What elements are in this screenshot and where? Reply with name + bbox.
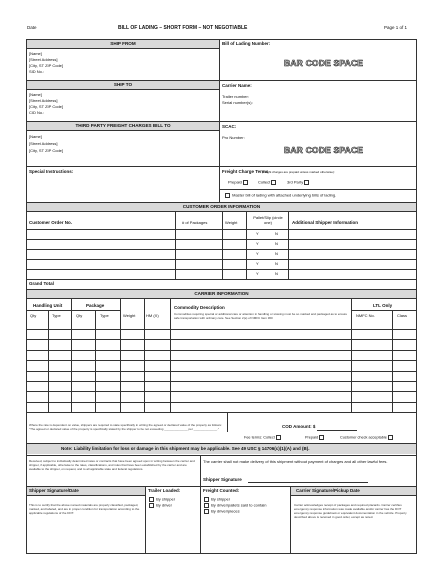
prepaid-checkbox[interactable]	[243, 180, 248, 185]
carrier-row-line	[26, 402, 417, 403]
cod-amount-field[interactable]	[317, 430, 357, 431]
customer-check-acceptable[interactable]: Customer check acceptable	[340, 435, 394, 440]
ship-from-title: SHIP FROM	[110, 41, 136, 46]
shipper-signature-line[interactable]	[248, 482, 368, 483]
col-hu-type: Type	[52, 313, 61, 318]
col-class: Class	[397, 313, 408, 318]
third-party-name: [Name]	[29, 134, 42, 139]
shipper-signature-label: Shipper Signature	[203, 477, 242, 482]
col-pkg-qty: Qty	[76, 313, 83, 318]
liability-note: Note: Liability limitation for loss or damage in this shipment may be applicable. See 49 USC § 14706(c)(1)(A) and (B).	[61, 446, 310, 451]
freight-counted-title: Freight Counted:	[203, 488, 240, 493]
freight-terms-label: Freight Charge Terms	[222, 169, 269, 174]
fee-prepaid-checkbox[interactable]	[319, 435, 324, 440]
cod-amount-label: COD Amount: $	[282, 424, 316, 429]
freight-by-driver-pallets[interactable]: By driver/pallets said to contain	[204, 503, 267, 508]
ship-to-city: [City, ST ZIP Code]	[29, 104, 64, 109]
shipper-certification-text: This is to certify that the above named materials are properly classified, packaged, marked, and labeled, and are in proper condition for transportation according to the applicable regulations of the DOT.	[29, 503, 140, 515]
trailer-by-shipper[interactable]: By shipper	[149, 497, 175, 502]
freight-shipper-checkbox[interactable]	[204, 497, 209, 502]
ship-to-title: SHIP TO	[113, 82, 133, 87]
ship-from-street: [Street Address]	[29, 57, 58, 62]
third-party-street: [Street Address]	[29, 141, 58, 146]
document-title: BILL OF LADING – SHORT FORM – NOT NEGOTIABLE	[118, 25, 248, 31]
special-instructions-label: Special Instructions:	[29, 169, 74, 174]
freight-pieces-checkbox[interactable]	[204, 509, 209, 514]
col-hu-qty: Qty	[30, 313, 37, 318]
customer-check-checkbox[interactable]	[388, 435, 393, 440]
scac-label: SCAC:	[222, 124, 237, 129]
pallet-yes[interactable]: Y	[256, 241, 259, 246]
serial-number-label: Serial number(s):	[222, 100, 253, 105]
trailer-by-driver[interactable]: By driver	[149, 503, 172, 508]
carrier-name-label: Carrier Name:	[222, 83, 252, 88]
col-nmfc-no: NMFC No.	[356, 313, 375, 318]
pallet-no[interactable]: N	[275, 231, 278, 236]
fee-collect-checkbox[interactable]	[276, 435, 281, 440]
received-text: Received, subject to individually determined rates or contracts that have been agreed upon in writing between the carrier and shipper, if applicable, otherwise to the rates, classifications, and rules that have been established by the carrier and are available to the shipper, on request, and to all applicable state and federal regulations.	[29, 459, 195, 471]
bol-number-label: Bill of Lading Number:	[222, 41, 271, 46]
carrier-delivery-note: The carrier shall not make delivery of this shipment without payment of charges and all other lawful fees.	[203, 459, 388, 464]
pro-barcode: BAR CODE SPACE	[284, 145, 364, 155]
col-weight: Weight	[123, 313, 136, 318]
col-hm: HM (X)	[146, 313, 159, 318]
fee-terms-collect[interactable]: Fee terms: Collect	[244, 435, 282, 440]
shipper-signature-date-title: Shipper Signature/Date	[29, 488, 79, 493]
ship-from-name: [Name]	[29, 51, 42, 56]
master-bol-checkbox[interactable]	[225, 193, 230, 198]
grand-total-label: Grand Total	[29, 281, 54, 286]
col-weight: Weight	[225, 220, 238, 225]
col-customer-order-no: Customer Order No.	[29, 220, 73, 225]
group-handling-unit: Handling Unit	[33, 303, 63, 308]
bol-barcode: BAR CODE SPACE	[284, 58, 364, 68]
col-commodity-description: Commodity Description	[174, 305, 225, 310]
ship-to-name: [Name]	[29, 92, 42, 97]
pallet-yes[interactable]: Y	[256, 251, 259, 256]
carrier-acknowledgment-text: Carrier acknowledges receipt of packages and required placards. Carrier certifies emergency response information was made available and/or carrier has the DOT emergency response guidebook or equivalent documentation in the vehicle. Property described above is received in good order, except as noted.	[294, 503, 407, 519]
pallet-yes[interactable]: Y	[256, 261, 259, 266]
commodity-note: Commodities requiring special or additional care or attention in handling or stowing must be so marked and packaged as to ensure safe transportation with ordinary care. See Section 2(e) of NMFC Item 360	[174, 312, 348, 320]
group-package: Package	[86, 303, 105, 308]
pallet-no[interactable]: N	[275, 261, 278, 266]
pallet-yes[interactable]: Y	[256, 271, 259, 276]
ship-to-street: [Street Address]	[29, 98, 58, 103]
trailer-driver-checkbox[interactable]	[149, 503, 154, 508]
freight-3rd-party-option[interactable]: 3rd Party	[287, 180, 310, 185]
freight-collect-option[interactable]: Collect	[258, 180, 277, 185]
col-additional-shipper-info: Additional Shipper Information	[292, 220, 358, 225]
carrier-row-line	[26, 350, 417, 351]
carrier-info-title: CARRIER INFORMATION	[194, 291, 249, 296]
fee-terms-prepaid[interactable]: Prepaid	[305, 435, 325, 440]
freight-prepaid-option[interactable]: Prepaid	[228, 180, 249, 185]
declared-value-text: Where the rate is dependent on value, shippers are required to state specifically in writing the agreed or declared value of the property as follows: "The agreed or declared value of the property is specifically stated by the shipper to be not exceeding ______________ per ______________."	[29, 423, 222, 431]
carrier-row-line	[26, 371, 417, 372]
freight-pallets-checkbox[interactable]	[204, 503, 209, 508]
carrier-row-line	[26, 360, 417, 361]
pallet-no[interactable]: N	[275, 251, 278, 256]
collect-checkbox[interactable]	[271, 180, 276, 185]
carrier-row-line	[26, 381, 417, 382]
col-packages: # of Packages	[182, 220, 208, 225]
ship-from-sid: SID No.:	[29, 69, 45, 74]
carrier-signature-title: Carrier Signature/Pickup Date	[296, 488, 360, 493]
page-number: Page 1 of 1	[384, 25, 408, 30]
carrier-row-line	[26, 339, 417, 340]
trailer-number-label: Trailer number:	[222, 94, 249, 99]
pallet-no[interactable]: N	[275, 241, 278, 246]
third-party-city: [City, ST ZIP Code]	[29, 148, 64, 153]
freight-by-driver-pieces[interactable]: By driver/pieces	[204, 509, 240, 514]
3rd-party-checkbox[interactable]	[304, 180, 309, 185]
ship-from-city: [City, ST ZIP Code]	[29, 63, 64, 68]
freight-by-shipper[interactable]: By shipper	[204, 497, 230, 502]
trailer-shipper-checkbox[interactable]	[149, 497, 154, 502]
customer-order-title: CUSTOMER ORDER INFORMATION	[182, 204, 261, 209]
third-party-title: THIRD PARTY FREIGHT CHARGES BILL TO	[75, 123, 171, 128]
carrier-row-line	[26, 391, 417, 392]
freight-terms-note: (freight charges are prepaid unless marked otherwise):	[262, 170, 335, 174]
pallet-yes[interactable]: Y	[256, 231, 259, 236]
pallet-no[interactable]: N	[275, 271, 278, 276]
col-pkg-type: Type	[100, 313, 109, 318]
group-ltl-only: LTL Only	[373, 303, 393, 308]
col-pallet-slip: Pallet/Slip (circle one)	[253, 215, 283, 225]
master-bol-option[interactable]: Master bill of lading with attached underlying bills of lading.	[225, 193, 336, 198]
pro-number-label: Pro Number:	[222, 135, 245, 140]
date-label: Date	[27, 25, 37, 30]
ship-to-cid: CID No.:	[29, 110, 45, 115]
trailer-loaded-title: Trailer Loaded:	[148, 488, 181, 493]
